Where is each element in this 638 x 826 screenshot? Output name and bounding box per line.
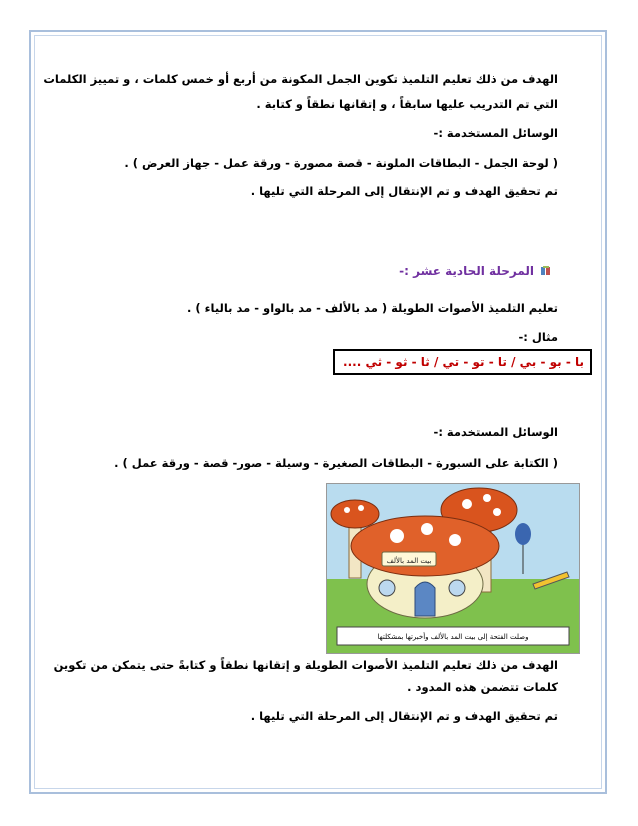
- example-heading: مثال :-: [518, 330, 558, 344]
- goal-line-1: الهدف من ذلك تعليم التلميذ تكوين الجمل المكونة من أربع أو خمس كلمات ، و تمييز الكلمات: [43, 72, 558, 86]
- achieved-line: تم تحقيق الهدف و تم الإنتقال إلى المرحلة التي تليها .: [250, 184, 558, 198]
- tools-heading-2: الوسائل المستخدمة :-: [433, 425, 558, 439]
- goal-line-3: الهدف من ذلك تعليم التلميذ الأصوات الطويلة و إتقانها نطقاً و كتابةً حتى يتمكن من تكوين: [53, 658, 558, 672]
- image-caption: وصلت الفتحة إلى بيت المد بالألف وأخبرتها بمشكلتها: [377, 633, 529, 641]
- tools-list-2: ( الكتابة على السبورة - البطاقات الصغيرة - وسيلة - صور- قصة - ورقة عمل ) .: [114, 456, 558, 470]
- stage-title: [399, 264, 552, 278]
- goal-line-4: كلمات تتضمن هذه المدود .: [407, 680, 558, 694]
- tools-heading: الوسائل المستخدمة :-: [433, 126, 558, 140]
- example-box: با - بو - بي / تا - تو - تي / ثا - ثو - ثي ....: [333, 349, 592, 375]
- illustration-mushroom-house: [326, 483, 580, 654]
- house-label: بيت المد بالألف: [386, 557, 432, 565]
- book-icon: [540, 265, 552, 277]
- stage-intro: تعليم التلميذ الأصوات الطويلة ( مد بالألف - مد بالواو - مد بالياء ) .: [187, 301, 558, 315]
- tools-list: ( لوحة الجمل - البطاقات الملونة - قصة مصورة - ورقة عمل - جهاز العرض ) .: [124, 156, 558, 170]
- goal-line-2: التي تم التدريب عليها سابقاً ، و إتقانها نطقاً و كتابة .: [256, 97, 558, 111]
- page-border-inner: [34, 35, 602, 789]
- stage-title-text: المرحلة الحادية عشر :-: [399, 264, 534, 278]
- achieved-line-2: تم تحقيق الهدف و تم الإنتقال إلى المرحلة التي تليها .: [250, 709, 558, 723]
